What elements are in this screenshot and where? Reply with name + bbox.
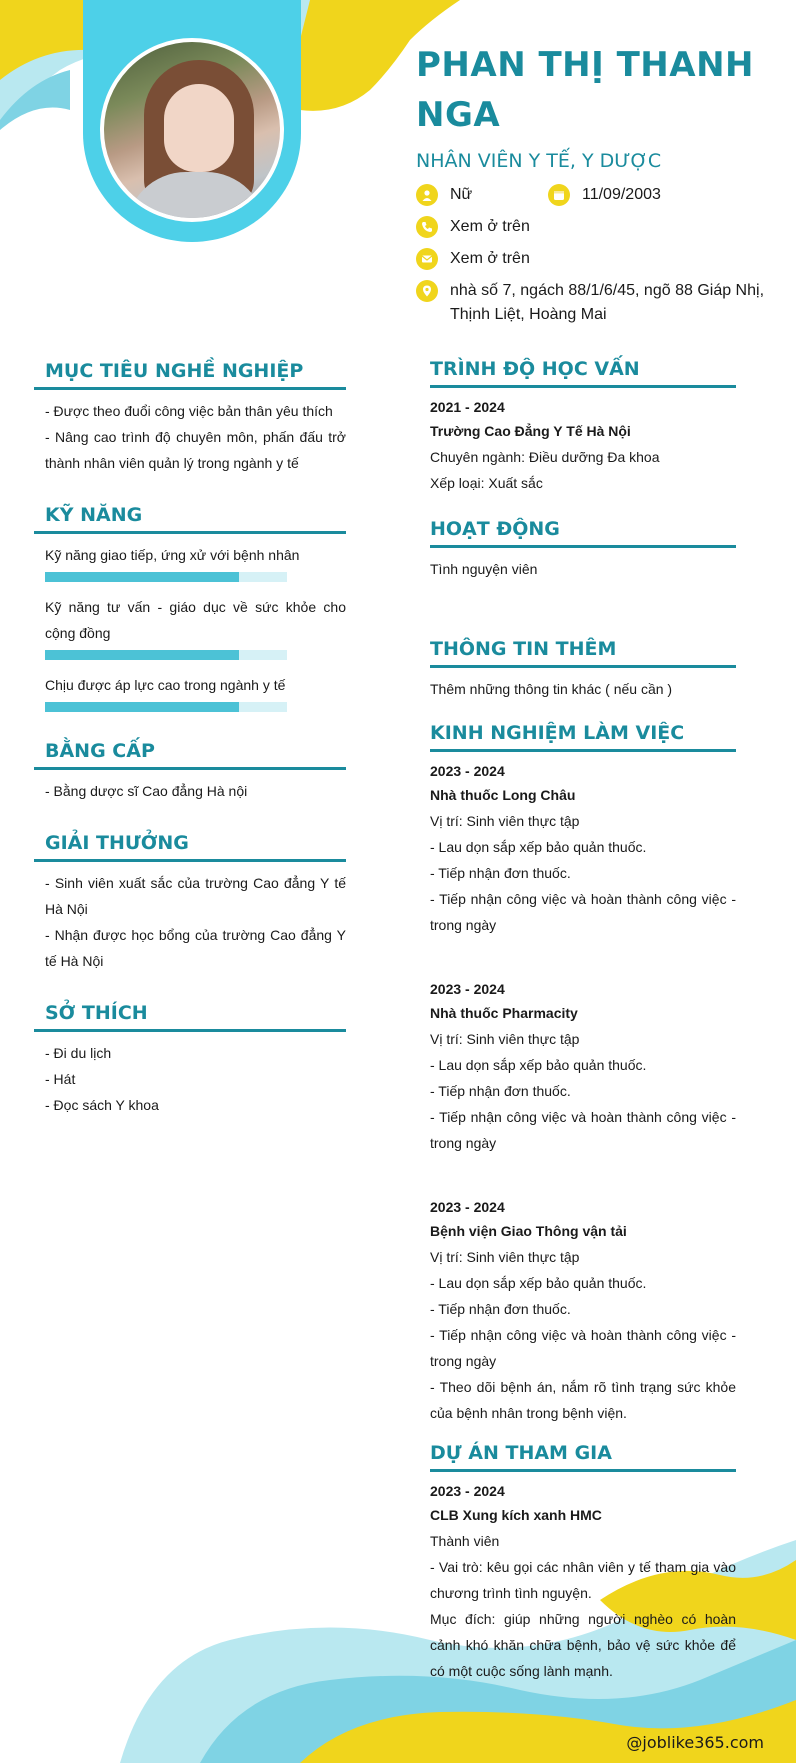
skill-name: Kỹ năng tư vấn - giáo dục về sức khỏe cho cộng đồng [45, 599, 346, 641]
cv-header [416, 40, 776, 172]
project-name: CLB Xung kích xanh HMC [430, 1507, 602, 1523]
phone-icon [416, 216, 438, 238]
skill-level-bar [45, 650, 287, 660]
job-line: - Tiếp nhận công việc và hoàn thành công việc - trong ngày [430, 1109, 736, 1151]
left-column [34, 358, 346, 1118]
skill-name: Kỹ năng giao tiếp, ứng xử với bệnh nhân [45, 547, 300, 563]
award-line: - Nhận được học bổng của trường Cao đẳng Y tế Hà Nội [45, 927, 346, 969]
email-icon [416, 248, 438, 270]
education-major: Chuyên ngành: Điều dưỡng Đa khoa [430, 449, 660, 465]
awards-title: GIẢI THƯỞNG [45, 832, 189, 854]
job-line: - Tiếp nhận đơn thuốc. [430, 1301, 571, 1317]
profile-photo [100, 38, 284, 222]
projects-title: DỰ ÁN THAM GIA [430, 1442, 612, 1464]
activity-line: Tình nguyện viên [430, 561, 538, 577]
objective-title: MỤC TIÊU NGHỀ NGHIỆP [45, 360, 304, 382]
section-divider [34, 859, 346, 862]
hobby-line: - Hát [45, 1071, 76, 1087]
project-line: - Vai trò: kêu gọi các nhân viên y tế tham gia vào chương trình tình nguyện. [430, 1559, 736, 1601]
skill-level-fill [45, 702, 239, 712]
certificates-title: BẰNG CẤP [45, 740, 155, 762]
section-divider [34, 387, 346, 390]
skill-item [34, 672, 346, 712]
job-company: Nhà thuốc Long Châu [430, 787, 576, 803]
skill-level-fill [45, 650, 239, 660]
job-line: - Theo dõi bệnh án, nắm rõ tình trạng sức khỏe của bệnh nhân trong bệnh viện. [430, 1379, 736, 1421]
award-line: - Sinh viên xuất sắc của trường Cao đẳng Y tế Hà Nội [45, 875, 346, 917]
skill-name: Chịu được áp lực cao trong ngành y tế [45, 677, 286, 693]
project-period: 2023 - 2024 [430, 1483, 505, 1499]
job-period: 2023 - 2024 [430, 981, 505, 997]
education-grade: Xếp loại: Xuất sắc [430, 475, 543, 491]
section-divider [430, 749, 736, 752]
person-icon [416, 184, 438, 206]
certificate-line: - Bằng dược sĩ Cao đẳng Hà nội [45, 783, 248, 799]
phone-value[interactable]: Xem ở trên [450, 218, 530, 235]
section-divider [430, 1469, 736, 1472]
job-company: Nhà thuốc Pharmacity [430, 1005, 578, 1021]
education-title: TRÌNH ĐỘ HỌC VẤN [430, 358, 640, 380]
job-line: - Tiếp nhận công việc và hoàn thành công việc - trong ngày [430, 1327, 736, 1369]
watermark: @joblike365.com [626, 1733, 764, 1752]
job-line: - Lau dọn sắp xếp bảo quản thuốc. [430, 1275, 647, 1291]
address-value: nhà số 7, ngách 88/1/6/45, ngõ 88 Giáp Nhị, Thịnh Liệt, Hoàng Mai [450, 282, 765, 323]
experience-title: KINH NGHIỆM LÀM VIỆC [430, 722, 685, 744]
section-divider [430, 665, 736, 668]
job-line: - Tiếp nhận đơn thuốc. [430, 865, 571, 881]
education-period: 2021 - 2024 [430, 399, 505, 415]
job-line: - Tiếp nhận đơn thuốc. [430, 1083, 571, 1099]
section-divider [34, 531, 346, 534]
objective-line: - Nâng cao trình độ chuyên môn, phấn đấu trở thành nhân viên quản lý trong ngành y tế [45, 429, 346, 471]
skill-item [34, 594, 346, 660]
job-line: - Lau dọn sắp xếp bảo quản thuốc. [430, 839, 647, 855]
skill-level-fill [45, 572, 239, 582]
experience-item [418, 978, 736, 1156]
contact-birthday [548, 184, 661, 207]
activities-title: HOẠT ĐỘNG [430, 518, 560, 540]
experience-item [418, 760, 736, 938]
calendar-icon [548, 184, 570, 206]
section-divider [34, 1029, 346, 1032]
education-school: Trường Cao Đẳng Y Tế Hà Nội [430, 423, 631, 439]
section-divider [34, 767, 346, 770]
hobbies-title: SỞ THÍCH [45, 1002, 148, 1024]
section-divider [430, 545, 736, 548]
contact-email-row [416, 248, 776, 280]
job-company: Bệnh viện Giao Thông vận tải [430, 1223, 627, 1239]
section-divider [430, 385, 736, 388]
contact-address-row [416, 280, 776, 327]
skill-level-bar [45, 572, 287, 582]
job-line: - Lau dọn sắp xếp bảo quản thuốc. [430, 1057, 647, 1073]
job-line: Vị trí: Sinh viên thực tập [430, 1249, 580, 1265]
location-pin-icon [416, 280, 438, 302]
job-line: - Tiếp nhận công việc và hoàn thành công việc - trong ngày [430, 891, 736, 933]
skill-level-bar [45, 702, 287, 712]
hobby-line: - Đọc sách Y khoa [45, 1097, 159, 1113]
contact-gender-row [416, 184, 776, 216]
project-line: Thành viên [430, 1533, 500, 1549]
more-info-title: THÔNG TIN THÊM [430, 638, 617, 660]
objective-line: - Được theo đuổi công việc bản thân yêu thích [45, 403, 333, 419]
birthday-value: 11/09/2003 [582, 186, 661, 203]
contact-phone-row [416, 216, 776, 248]
contact-info [416, 184, 776, 327]
email-value[interactable]: Xem ở trên [450, 250, 530, 267]
job-period: 2023 - 2024 [430, 763, 505, 779]
job-period: 2023 - 2024 [430, 1199, 505, 1215]
gender-value: Nữ [450, 186, 473, 203]
skill-item [34, 542, 346, 582]
candidate-title: NHÂN VIÊN Y TẾ, Y DƯỢC [416, 150, 662, 172]
project-line: Mục đích: giúp những người nghèo có hoàn cảnh khó khăn chữa bệnh, bảo vệ sức khỏe để có một cuộc sống lành mạnh. [430, 1611, 736, 1679]
right-column [418, 356, 736, 1684]
hobby-line: - Đi du lịch [45, 1045, 112, 1061]
job-line: Vị trí: Sinh viên thực tập [430, 813, 580, 829]
skills-title: KỸ NĂNG [45, 504, 143, 526]
job-line: Vị trí: Sinh viên thực tập [430, 1031, 580, 1047]
candidate-name: PHAN THỊ THANH NGA [416, 45, 754, 135]
more-info-line: Thêm những thông tin khác ( nếu cần ) [430, 681, 673, 697]
experience-item [418, 1196, 736, 1426]
